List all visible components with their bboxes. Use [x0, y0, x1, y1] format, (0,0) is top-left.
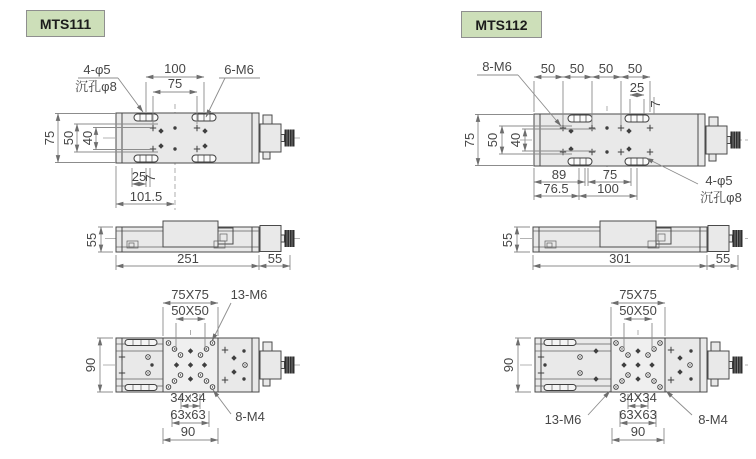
- mounting-slot: [625, 115, 649, 122]
- carriage-block: [163, 221, 218, 247]
- thread-callout-m6-label: 13-M6: [230, 287, 268, 302]
- carriage-block: [600, 221, 656, 247]
- dim-100-label: 100: [164, 61, 186, 76]
- adjustment-knob: [260, 115, 295, 159]
- adjustment-knob: [708, 342, 743, 386]
- dim-301-label: 301: [609, 251, 631, 266]
- dim-90v-label: 90: [501, 357, 516, 373]
- dim-50x50-label: 50X50: [619, 303, 657, 318]
- stage-slot: [544, 340, 576, 346]
- dim-40v-label: 40: [508, 132, 523, 148]
- dim-50-1-label: 50: [540, 61, 556, 76]
- mts111-side-view: [84, 221, 300, 270]
- product-label-mts111: [26, 10, 105, 37]
- dim-75v-label: 75: [462, 132, 477, 148]
- thread-callout-label: 8-M6: [482, 59, 512, 74]
- dim-50-3-label: 50: [598, 61, 614, 76]
- product-label-mts112: [461, 11, 542, 38]
- stage-slot: [544, 385, 576, 391]
- counterbore-callout-label: 沉孔φ8: [75, 79, 117, 94]
- adjustment-knob: [708, 226, 743, 252]
- thread-callout-m6-label: 13-M6: [544, 412, 582, 427]
- dim-90v-label: 90: [83, 357, 98, 373]
- adjustment-knob: [260, 342, 295, 386]
- dim-75x75-label: 75X75: [619, 287, 657, 302]
- product-name: MTS112: [475, 16, 528, 33]
- mts112-top-view: [462, 59, 750, 205]
- mts111-drawings: [42, 61, 300, 444]
- mounting-slot: [134, 155, 158, 162]
- adjustment-knob: [706, 117, 741, 161]
- dim-50-2-label: 50: [569, 61, 585, 76]
- dim-7-label: 7: [143, 174, 158, 182]
- stage-slot: [125, 385, 157, 391]
- dim-50x50-label: 50X50: [171, 303, 209, 318]
- dim-75x75-label: 75X75: [171, 287, 209, 302]
- mts112-side-view: [500, 221, 750, 270]
- mounting-slot: [625, 158, 649, 165]
- dim-34x34-label: 34x34: [170, 390, 206, 405]
- adjustment-knob: [260, 226, 295, 252]
- mounting-slot: [192, 114, 216, 121]
- mounting-slot: [192, 155, 216, 162]
- dim-75v-label: 75: [42, 130, 57, 146]
- dim-55v-label: 55: [84, 232, 99, 248]
- dim-55-label: 55: [267, 251, 283, 266]
- dim-40v-label: 40: [80, 130, 95, 146]
- mts111-bottom-view: [83, 287, 300, 444]
- thread-callout-label: 6-M6: [224, 62, 254, 77]
- mounting-slot: [134, 114, 158, 121]
- dim-100-label: 100: [597, 181, 619, 196]
- dim-55v-label: 55: [500, 232, 515, 248]
- dim-101-5-label: 101.5: [129, 189, 163, 204]
- dim-55-label: 55: [715, 251, 731, 266]
- dim-75-label: 75: [167, 76, 183, 91]
- dim-63x63-label: 63x63: [170, 407, 206, 422]
- mts111-top-view: [42, 61, 300, 210]
- mts112-drawings: [462, 59, 750, 444]
- thread-callout-m4-label: 8-M4: [698, 412, 728, 427]
- stage-slot: [125, 340, 157, 346]
- thread-callout-m4-label: 8-M4: [235, 409, 265, 424]
- dim-25-label: 25: [629, 80, 645, 95]
- dim-76-5-label: 76.5: [543, 181, 569, 196]
- mts112-bottom-view: [501, 287, 750, 444]
- dim-7-label: 7: [648, 100, 663, 108]
- mounting-slot: [568, 115, 592, 122]
- counterbore-callout-label: 沉孔φ8: [700, 190, 742, 205]
- dim-50v-label: 50: [61, 130, 76, 146]
- dim-90-label: 90: [180, 424, 196, 439]
- dim-90-label: 90: [630, 424, 646, 439]
- dim-251-label: 251: [177, 251, 199, 266]
- dim-25-label: 25: [131, 169, 147, 184]
- dim-63x63-label: 63X63: [619, 407, 657, 422]
- dim-50v-label: 50: [485, 132, 500, 148]
- dim-89-label: 89: [551, 167, 567, 182]
- product-name: MTS111: [39, 15, 92, 32]
- mounting-slot: [568, 158, 592, 165]
- hole-callout-label: 4-φ5: [705, 173, 733, 188]
- dim-50-4-label: 50: [627, 61, 643, 76]
- hole-callout-label: 4-φ5: [83, 62, 111, 77]
- dim-75b-label: 75: [602, 167, 618, 182]
- dim-34x34-label: 34X34: [619, 390, 657, 405]
